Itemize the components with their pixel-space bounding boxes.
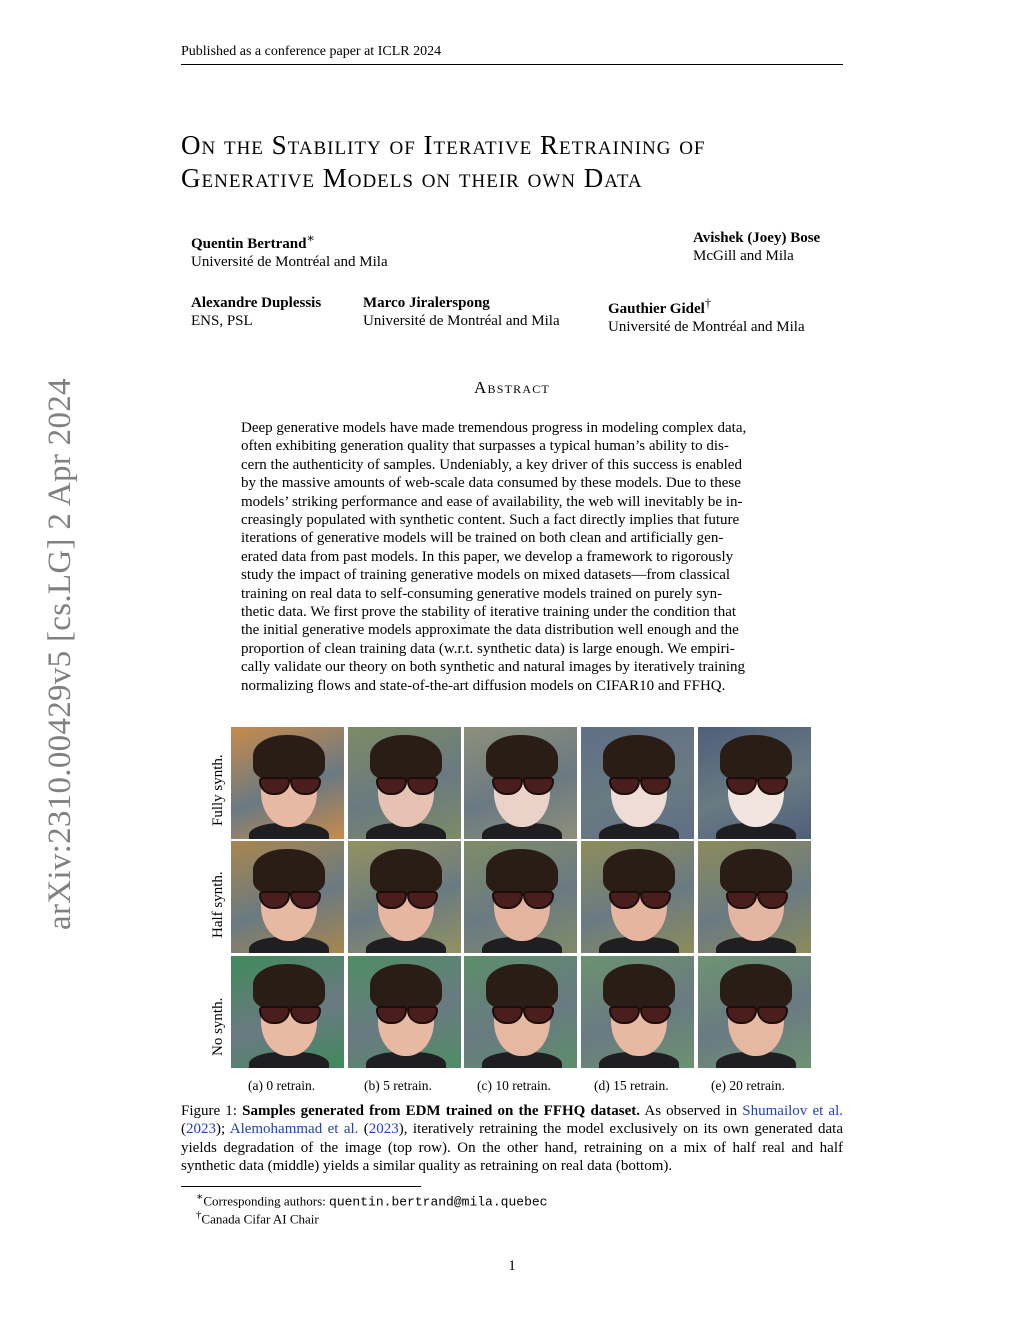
author-block-gidel [608, 294, 805, 336]
citation-link-alemohammad[interactable]: Alemohammad et al. [229, 1121, 359, 1138]
column-label-5-retrain: (b) 5 retrain. [364, 1078, 432, 1093]
arxiv-identifier-stamp[interactable]: arXiv:2310.00429v5 [cs.LG] 2 Apr 2024 [42, 378, 78, 930]
abstract-line: models’ striking performance and ease of availability, the web will inevitably be in- [241, 493, 743, 510]
author-name: Quentin Bertrand [191, 236, 307, 252]
author-affiliation: Université de Montréal and Mila [363, 313, 560, 329]
sample-image [581, 841, 694, 953]
author-block-bertrand [191, 229, 388, 271]
author-name: Alexandre Duplessis [191, 295, 322, 311]
sample-image [348, 841, 461, 953]
sample-image [698, 841, 811, 953]
row-label-no-synth: No synth. [210, 997, 226, 1056]
sample-image [231, 956, 344, 1068]
abstract-line: often exhibiting generation quality that surpasses a typical human’s ability to dis- [241, 438, 729, 455]
column-label-10-retrain: (c) 10 retrain. [477, 1078, 551, 1093]
paper-title-line-1: On the Stability of Iterative Retraining of [181, 130, 706, 160]
citation-year-link-shumailov[interactable]: 2023 [186, 1121, 216, 1138]
caption-bold-summary: Samples generated from EDM trained on the FFHQ dataset. [242, 1103, 641, 1119]
paper-title-line-2: Generative Models on their own Data [181, 163, 643, 193]
column-label-20-retrain: (e) 20 retrain. [711, 1078, 785, 1093]
sample-image [581, 727, 694, 839]
sample-image [348, 956, 461, 1068]
abstract-line: study the impact of training generative models on mixed datasets—from classical [241, 567, 731, 584]
abstract-body [241, 419, 784, 695]
sample-image [698, 956, 811, 1068]
column-label-0-retrain: (a) 0 retrain. [248, 1078, 316, 1093]
caption-text: As observed in [640, 1103, 743, 1119]
footnote-label: Corresponding authors: [203, 1193, 330, 1209]
author-mark: † [704, 296, 712, 310]
footnote-mark: ∗ [196, 1191, 204, 1203]
abstract-line: by the massive amounts of web-scale data consumed by these models. Due to these [241, 475, 741, 492]
author-affiliation: ENS, PSL [191, 313, 253, 329]
paper-title [181, 129, 861, 195]
author-block-jiralerspong [363, 294, 560, 330]
footnote-label: Canada Cifar AI Chair [201, 1211, 319, 1227]
abstract-line: proportion of clean training data (w.r.t. synthetic data) is large enough. We empiri- [241, 640, 735, 657]
abstract-line: thetic data. We first prove the stability of iterative training under the condition that [241, 604, 737, 621]
footnote-divider [181, 1186, 421, 1187]
author-affiliation: Université de Montréal and Mila [608, 319, 805, 335]
row-label-fully-synth: Fully synth. [210, 754, 226, 826]
abstract-line: cally validate our theory on both synthetic and natural images by iteratively training [241, 659, 746, 676]
caption-text: ); [216, 1121, 230, 1138]
page-number: 1 [508, 1258, 516, 1274]
corresponding-email[interactable]: quentin.bertrand@mila.quebec [329, 1194, 548, 1210]
caption-text: ), iteratively retraining the model exclusively on its own generated data yields degradation of the image (top row). On the other hand, retraining on a mix of half real and half synthetic data (middle) yields a similar quality as retraining on real data (bottom). [181, 1121, 843, 1175]
author-block-bose [693, 229, 820, 265]
caption-prefix: Figure 1: [181, 1103, 243, 1119]
author-name: Gauthier Gidel [608, 301, 705, 317]
author-name: Marco Jiralerspong [363, 295, 490, 311]
sample-image [231, 727, 344, 839]
sample-image [464, 727, 577, 839]
sample-image [231, 841, 344, 953]
abstract-line: the initial generative models approximate the data distribution well enough and the [241, 622, 739, 639]
sample-image [348, 727, 461, 839]
sample-image [464, 841, 577, 953]
citation-year-link-alemohammad[interactable]: 2023 [368, 1121, 399, 1138]
abstract-line: erated data from past models. In this paper, we develop a framework to rigorously [241, 548, 734, 565]
author-affiliation: Université de Montréal and Mila [191, 254, 388, 270]
footnote-mark: † [196, 1209, 202, 1221]
abstract-heading: Abstract [474, 378, 550, 397]
running-header: Published as a conference paper at ICLR 2024 [181, 44, 843, 65]
caption-text: ( [181, 1121, 186, 1138]
abstract-line: normalizing flows and state-of-the-art diffusion models on CIFAR10 and FFHQ. [241, 677, 726, 694]
column-label-15-retrain: (d) 15 retrain. [594, 1078, 669, 1093]
author-name: Avishek (Joey) Bose [693, 230, 821, 246]
author-block-duplessis [191, 294, 321, 330]
sample-image [698, 727, 811, 839]
abstract-line: creasingly populated with synthetic content. Such a fact directly implies that future [241, 512, 740, 529]
author-affiliation: McGill and Mila [693, 248, 794, 264]
row-label-half-synth: Half synth. [210, 871, 226, 938]
figure-1-caption [181, 1102, 843, 1176]
author-mark: ∗ [306, 231, 315, 245]
sample-image [581, 956, 694, 1068]
caption-text: ( [358, 1121, 369, 1138]
abstract-line: cern the authenticity of samples. Undeniably, a key driver of this success is enabled [241, 456, 742, 473]
footnote-chair [196, 1207, 319, 1227]
abstract-line: training on real data to self-consuming generative models trained on purely syn- [241, 585, 723, 602]
citation-link-shumailov[interactable]: Shumailov et al. [742, 1103, 843, 1119]
abstract-line: Deep generative models have made tremendous progress in modeling complex data, [241, 420, 747, 436]
sample-image [464, 956, 577, 1068]
abstract-line: iterations of generative models will be trained on both clean and artificially gen- [241, 530, 724, 547]
